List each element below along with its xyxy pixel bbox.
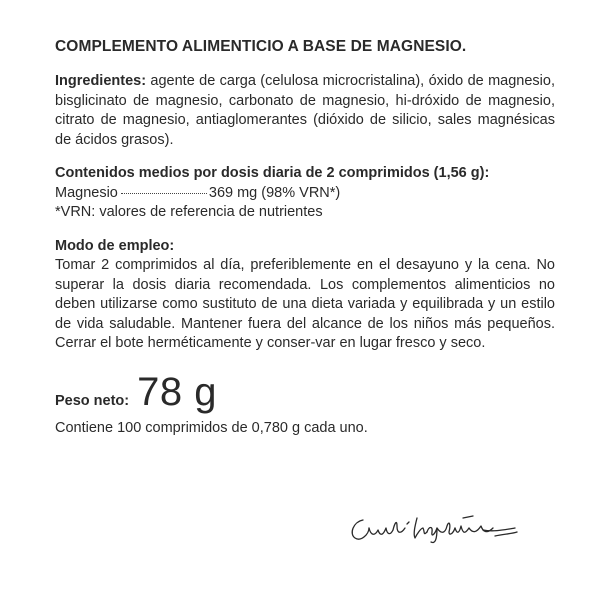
contents-heading: Contenidos medios por dosis diaria de 2 comprimidos (1,56 g):: [55, 165, 490, 181]
usage-text: Tomar 2 comprimidos al día, preferiblemente en el desayuno y la cena. No superar la dosis diaria recomendada. Los complementos alimenticios no deben utilizarse como sustituto de una dieta variada y equilibrada y un estilo de vida saludable. Mantener fuera del alcance de los niños más pequeños. Cerrar el bote herméticamente y conser-var en lugar fresco y seco.: [55, 257, 555, 351]
ingredients-paragraph: [55, 72, 555, 150]
product-title: COMPLEMENTO ALIMENTICIO A BASE DE MAGNESIO.: [55, 38, 467, 55]
dotted-leader: [121, 193, 207, 194]
ingredients-label: Ingredientes:: [55, 73, 147, 89]
handwritten-signature: [345, 512, 525, 548]
net-weight: [55, 370, 555, 414]
net-weight-label: Peso neto:: [55, 392, 130, 409]
nutrient-value: 369 mg (98% VRN*): [208, 184, 341, 201]
net-weight-value: 78 g: [137, 369, 217, 414]
ingredients-text: agente de carga (celulosa microcristalina), óxido de magnesio, bisglicinato de magnesio, carbonato de magnesio, hi-dróxido de magnesio, citrato de magnesio, antiaglomerantes (dióxido de silicio, sales magnésicas de ácidos grasos).: [55, 73, 555, 148]
usage-section: [55, 237, 555, 354]
nutrient-row: [55, 184, 555, 204]
nutrient-name: Magnesio: [55, 184, 118, 201]
tablet-count: Contiene 100 comprimidos de 0,780 g cada uno.: [55, 419, 368, 436]
product-label: [55, 38, 555, 436]
contents-section: [55, 164, 555, 223]
usage-heading: Modo de empleo:: [55, 237, 175, 254]
vrn-footnote: *VRN: valores de referencia de nutrientes: [55, 204, 323, 220]
